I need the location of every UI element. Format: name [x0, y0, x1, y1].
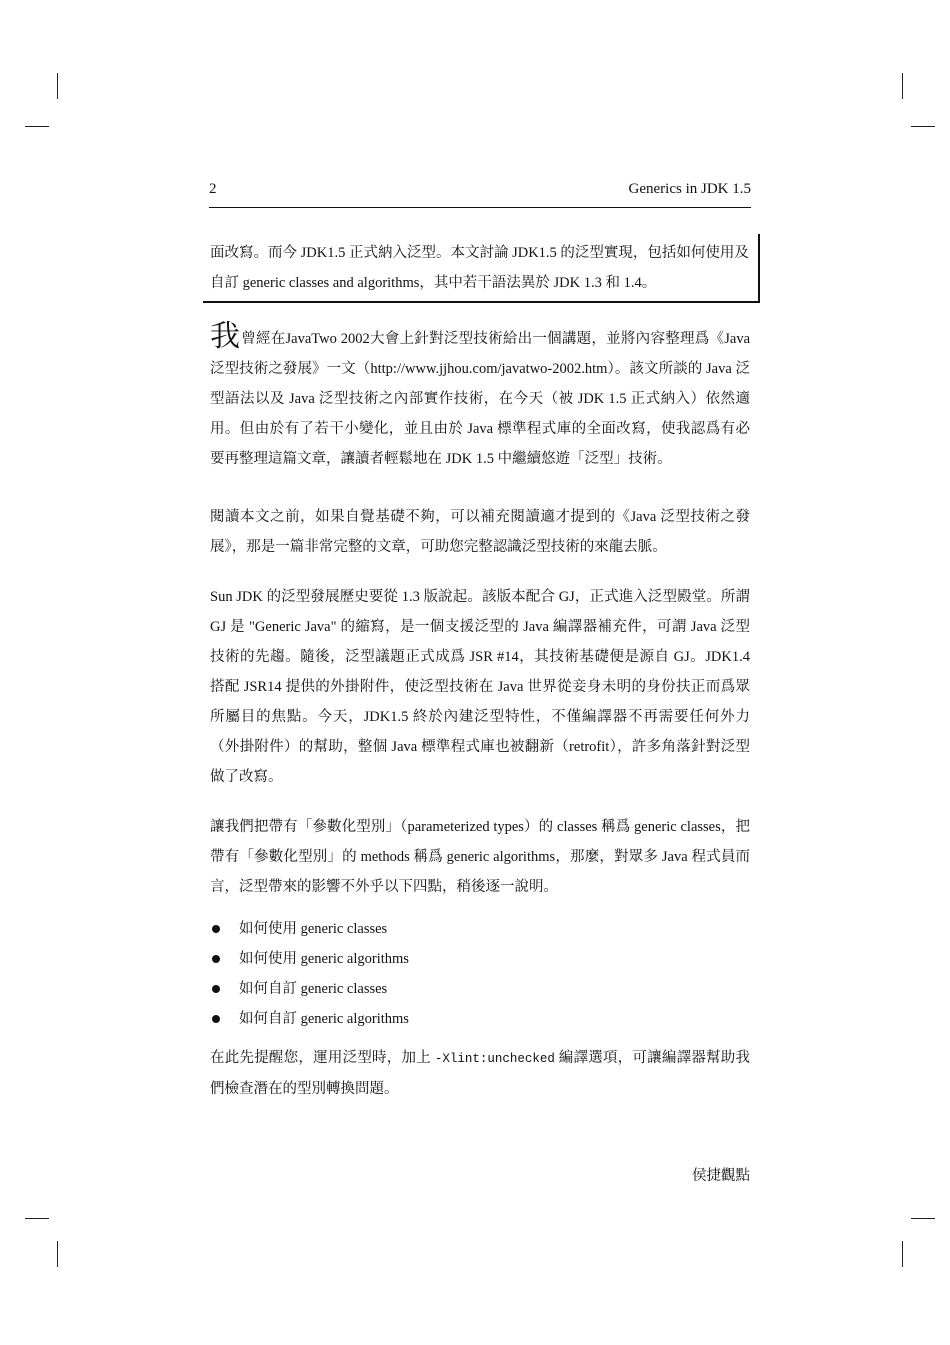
bullet-icon	[212, 1015, 220, 1023]
crop-mark-bottom-left-vertical	[57, 1241, 58, 1267]
crop-mark-bottom-right-horizontal	[911, 1218, 935, 1219]
drop-cap: 我	[210, 320, 241, 353]
page-number: 2	[209, 181, 217, 197]
paragraph-intro-text: 曾經在JavaTwo 2002大會上針對泛型技術給出一個講題，並將內容整理爲《Java 泛型技術之發展》一文（http://www.jjhou.com/javatwo-2002.htm）。該文所談的 Java 泛型語法以及 Java 泛型技術之內部實作技術，在今天（被 JDK 1.5 正式納入）依然適用。但由於有了若干小變化，並且由於 Java 標準程式庫的全面改寫，使我認爲有必要再整理這篇文章，讓讀者輕鬆地在 JDK 1.5 中繼續悠遊「泛型」技術。	[210, 331, 751, 467]
bullet-icon	[212, 985, 220, 993]
page-header	[209, 179, 751, 208]
bullet-icon	[212, 925, 220, 933]
running-title: Generics in JDK 1.5	[628, 181, 751, 197]
crop-mark-top-left-vertical	[57, 73, 58, 99]
crop-mark-top-right-vertical	[902, 73, 903, 99]
list-item: 如何自訂 generic classes	[210, 974, 750, 1004]
paragraph-prerequisite: 閱讀本文之前，如果自覺基礎不夠，可以補充閱讀適才提到的《Java 泛型技術之發展》，那是一篇非常完整的文章，可助您完整認識泛型技術的來龍去脈。	[210, 509, 750, 555]
list-item: 如何使用 generic algorithms	[210, 944, 750, 974]
list-item: 如何使用 generic classes	[210, 914, 750, 944]
crop-mark-bottom-right-vertical	[902, 1241, 903, 1267]
crop-mark-bottom-left-horizontal	[25, 1218, 49, 1219]
crop-mark-top-right-horizontal	[911, 126, 935, 127]
paragraph-compiler-tip: 在此先提醒您，運用泛型時，加上 -Xlint:unchecked 編譯選項，可讓編譯器幫助我們檢查潛在的型別轉換問題。	[210, 1050, 751, 1097]
bullet-icon	[212, 955, 220, 963]
paragraph-definitions: 讓我們把帶有「參數化型別」（parameterized types）的 classes 稱爲 generic classes，把帶有「參數化型別」的 methods 稱爲 generic algorithms，那麼，對眾多 Java 程式員而言，泛型帶來的影響不外乎以下四點，稍後逐一說明。	[210, 819, 750, 895]
list-item: 如何自訂 generic algorithms	[210, 1004, 750, 1034]
abstract-box: 面改寫。而今 JDK1.5 正式納入泛型。本文討論 JDK1.5 的泛型實現，包括如何使用及自訂 generic classes and algorithms，其中若干語法異於 JDK 1.3 和 1.4。	[203, 234, 760, 303]
paragraph-intro	[210, 322, 750, 474]
page-footer: 侯捷觀點	[692, 1168, 750, 1184]
paragraph-history: Sun JDK 的泛型發展歷史要從 1.3 版說起。該版本配合 GJ，正式進入泛型殿堂。所謂 GJ 是 "Generic Java" 的縮寫，是一個支援泛型的 Java 編譯器補充件，可謂 Java 泛型技術的先趨。隨後，泛型議題正式成爲 JSR #14，其技術基礎便是源自 GJ。JDK1.4 搭配 JSR14 提供的外掛附件，使泛型技術在 Java 世界從妾身未明的身份扶正而爲眾所屬目的焦點。今天，JDK1.5 終於內建泛型特性，不僅編譯器不再需要任何外力（外掛附件）的幫助，整個 Java 標準程式庫也被翻新（retrofit），許多角落針對泛型做了改寫。	[210, 589, 750, 785]
compiler-option-code: -Xlint:unchecked	[434, 1052, 555, 1066]
topic-list	[210, 914, 750, 1034]
crop-mark-top-left-horizontal	[25, 126, 49, 127]
